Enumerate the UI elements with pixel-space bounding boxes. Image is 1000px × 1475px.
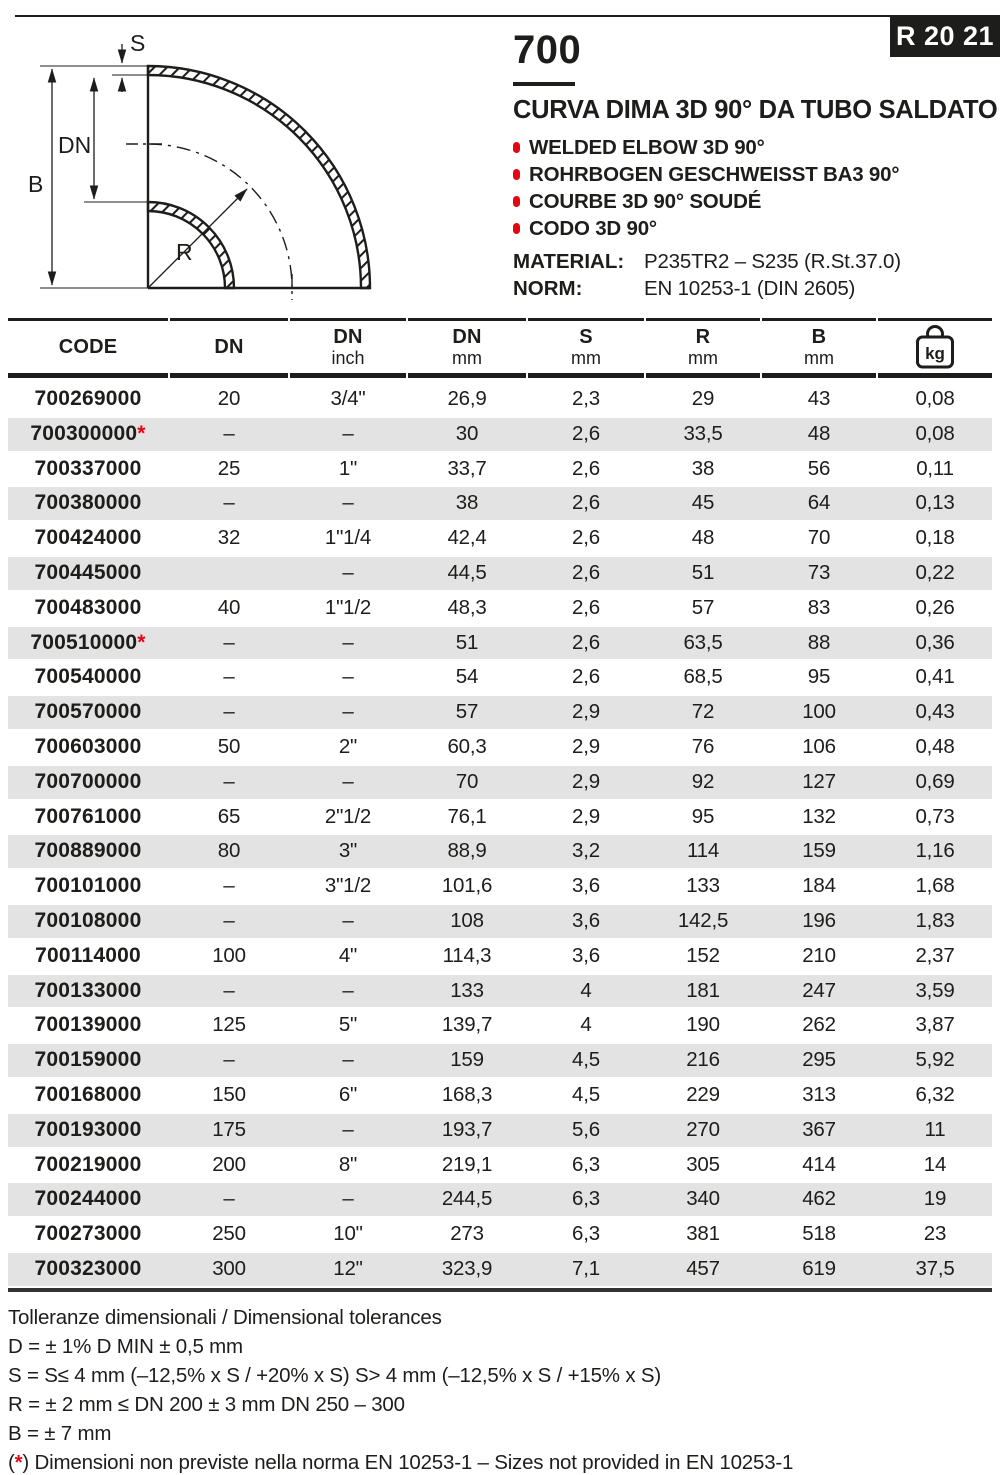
table-header bbox=[8, 318, 992, 378]
cell-s: 2,6 bbox=[572, 456, 600, 480]
cell-b: 106 bbox=[802, 734, 836, 758]
tolerance-s: S = S≤ 4 mm (–12,5% x S / +20% x S) S> 4 mm (–12,5% x S / +15% x S) bbox=[8, 1364, 661, 1387]
not-in-norm-asterisk: * bbox=[137, 630, 146, 654]
table-row bbox=[8, 1183, 992, 1216]
cell-code: 700101000 bbox=[34, 874, 142, 898]
cell-code: 700168000 bbox=[34, 1082, 142, 1106]
cell-dn_mm: 57 bbox=[455, 700, 479, 724]
table-row bbox=[8, 835, 992, 868]
cell-s: 2,9 bbox=[572, 700, 600, 724]
table-row bbox=[8, 940, 992, 973]
table-row bbox=[8, 487, 992, 520]
cell-dn: 25 bbox=[217, 456, 241, 480]
cell-r: 457 bbox=[686, 1256, 720, 1280]
cell-dn_mm: 70 bbox=[455, 769, 479, 793]
cell-kg: 0,22 bbox=[915, 560, 955, 584]
cell-s: 3,2 bbox=[572, 839, 600, 863]
cell-kg: 1,16 bbox=[915, 839, 955, 863]
product-code: 700 bbox=[513, 28, 582, 72]
cell-b: 518 bbox=[802, 1222, 836, 1246]
cell-s: 3,6 bbox=[572, 874, 600, 898]
cell-dn_mm: 159 bbox=[450, 1048, 484, 1072]
cell-b: 88 bbox=[807, 630, 831, 654]
cell-r: 92 bbox=[691, 769, 715, 793]
cell-kg: 23 bbox=[923, 1222, 947, 1246]
cell-code: 700133000 bbox=[34, 978, 142, 1002]
cell-r: 63,5 bbox=[683, 630, 723, 654]
cell-s: 2,6 bbox=[572, 526, 600, 550]
cell-dn_mm: 33,7 bbox=[447, 456, 487, 480]
cell-s: 4 bbox=[580, 1013, 592, 1037]
red-bullet-icon bbox=[513, 169, 520, 180]
cell-b: 295 bbox=[802, 1048, 836, 1072]
cell-r: 114 bbox=[686, 839, 720, 863]
cell-kg: 11 bbox=[924, 1117, 946, 1141]
cell-dn: – bbox=[223, 491, 235, 515]
translation-es: CODO 3D 90° bbox=[529, 216, 657, 240]
table-row bbox=[8, 1114, 992, 1147]
column-header-b-mm: B mm bbox=[762, 318, 876, 378]
cell-dn: 32 bbox=[217, 526, 241, 550]
cell-kg: 2,37 bbox=[915, 943, 955, 967]
cell-kg: 0,48 bbox=[915, 734, 955, 758]
cell-dn bbox=[170, 557, 288, 590]
cell-b: 70 bbox=[807, 526, 831, 550]
cell-code: 700300000* bbox=[30, 421, 146, 445]
cell-inch: 5" bbox=[338, 1013, 358, 1037]
cell-dn_mm: 60,3 bbox=[447, 734, 487, 758]
table-row bbox=[8, 975, 992, 1008]
cell-code: 700424000 bbox=[34, 526, 142, 550]
cell-dn: – bbox=[223, 769, 235, 793]
cell-r: 142,5 bbox=[677, 908, 729, 932]
cell-inch: 1" bbox=[338, 456, 358, 480]
cell-kg: 0,43 bbox=[915, 700, 955, 724]
cell-r: 381 bbox=[686, 1222, 720, 1246]
cell-dn: 150 bbox=[212, 1082, 246, 1106]
cell-dn: – bbox=[223, 421, 235, 445]
table-row bbox=[8, 731, 992, 764]
dimension-label-dn: DN bbox=[58, 132, 92, 158]
cell-dn: – bbox=[223, 874, 235, 898]
cell-dn_mm: 101,6 bbox=[441, 874, 493, 898]
cell-b: 367 bbox=[802, 1117, 836, 1141]
cell-s: 2,9 bbox=[572, 804, 600, 828]
cell-code: 700700000 bbox=[34, 769, 142, 793]
cell-dn: 50 bbox=[217, 734, 241, 758]
list-item bbox=[513, 215, 1000, 242]
cell-r: 133 bbox=[686, 874, 720, 898]
cell-dn: – bbox=[223, 978, 235, 1002]
table-row bbox=[8, 1149, 992, 1182]
cell-code: 700603000 bbox=[34, 734, 142, 758]
column-header-dn: DN bbox=[170, 318, 288, 378]
list-item bbox=[513, 161, 1000, 188]
product-code-underline bbox=[513, 82, 575, 86]
cell-r: 48 bbox=[691, 526, 715, 550]
material-label: MATERIAL: bbox=[513, 249, 625, 273]
cell-dn_mm: 44,5 bbox=[447, 560, 487, 584]
cell-dn: 250 bbox=[212, 1222, 246, 1246]
cell-kg: 0,69 bbox=[915, 769, 955, 793]
cell-code: 700323000 bbox=[34, 1256, 142, 1280]
cell-kg: 0,36 bbox=[915, 630, 955, 654]
cell-r: 33,5 bbox=[683, 421, 723, 445]
cell-inch: – bbox=[342, 908, 354, 932]
cell-dn_mm: 51 bbox=[455, 630, 479, 654]
cell-s: 3,6 bbox=[572, 943, 600, 967]
cell-dn_mm: 139,7 bbox=[441, 1013, 493, 1037]
red-bullet-icon bbox=[513, 142, 520, 153]
cell-inch: – bbox=[342, 665, 354, 689]
dimensions-table bbox=[8, 318, 992, 1292]
cell-kg: 1,68 bbox=[915, 874, 955, 898]
tolerances-title: Tolleranze dimensionali / Dimensional tolerances bbox=[8, 1306, 442, 1329]
svg-text:kg: kg bbox=[925, 344, 945, 363]
cell-dn: 125 bbox=[212, 1013, 246, 1037]
cell-inch: 1"1/2 bbox=[324, 595, 372, 619]
cell-dn: 200 bbox=[212, 1152, 246, 1176]
cell-inch: – bbox=[342, 1117, 354, 1141]
cell-inch: 4" bbox=[338, 943, 358, 967]
cell-code: 700114000 bbox=[35, 943, 141, 967]
translation-fr: COURBE 3D 90° SOUDÉ bbox=[529, 189, 762, 213]
cell-r: 340 bbox=[686, 1187, 720, 1211]
cell-dn_mm: 42,4 bbox=[447, 526, 487, 550]
elbow-technical-drawing bbox=[16, 26, 466, 310]
cell-dn: – bbox=[223, 908, 235, 932]
table-body bbox=[8, 383, 992, 1286]
cell-s: 6,3 bbox=[572, 1187, 600, 1211]
footnote: (*) Dimensioni non previste nella norma EN 10253-1 – Sizes not provided in EN 10253-1 bbox=[8, 1451, 794, 1474]
cell-r: 229 bbox=[686, 1082, 720, 1106]
cell-code: 700570000 bbox=[34, 700, 142, 724]
cell-inch: – bbox=[342, 560, 354, 584]
table-row bbox=[8, 1218, 992, 1251]
cell-code: 700269000 bbox=[34, 387, 142, 410]
cell-kg: 0,73 bbox=[915, 804, 955, 828]
tolerances-block bbox=[8, 1303, 992, 1475]
table-bottom-rule bbox=[8, 1288, 992, 1292]
top-rule bbox=[15, 15, 1000, 17]
cell-b: 64 bbox=[807, 491, 831, 515]
cell-s: 5,6 bbox=[572, 1117, 600, 1141]
product-title: CURVA DIMA 3D 90° DA TUBO SALDATO bbox=[513, 96, 998, 124]
cell-r: 305 bbox=[686, 1152, 720, 1176]
table-row bbox=[8, 418, 992, 451]
cell-code: 700445000 bbox=[34, 560, 142, 584]
tolerance-b: B = ± 7 mm bbox=[8, 1422, 112, 1445]
cell-inch: 6" bbox=[338, 1082, 358, 1106]
not-in-norm-asterisk: * bbox=[137, 421, 146, 445]
cell-dn: – bbox=[223, 665, 235, 689]
table-row bbox=[8, 905, 992, 938]
revision-badge: R 20 21 bbox=[890, 16, 1000, 57]
cell-inch: – bbox=[342, 491, 354, 515]
cell-b: 414 bbox=[802, 1152, 836, 1176]
cell-dn_mm: 323,9 bbox=[441, 1256, 493, 1280]
cell-inch: 2"1/2 bbox=[324, 804, 372, 828]
cell-dn: 20 bbox=[217, 387, 241, 410]
cell-inch: 3/4" bbox=[330, 387, 366, 410]
cell-inch: – bbox=[342, 421, 354, 445]
table-row bbox=[8, 661, 992, 694]
cell-r: 216 bbox=[686, 1048, 720, 1072]
cell-s: 2,6 bbox=[572, 560, 600, 584]
cell-b: 132 bbox=[802, 804, 836, 828]
cell-dn_mm: 88,9 bbox=[447, 839, 487, 863]
cell-dn: – bbox=[223, 1187, 235, 1211]
cell-dn_mm: 133 bbox=[450, 978, 484, 1002]
cell-kg: 0,08 bbox=[915, 421, 955, 445]
cell-dn: 175 bbox=[212, 1117, 246, 1141]
column-header-dn-inch: DN inch bbox=[290, 318, 406, 378]
cell-kg: 6,32 bbox=[915, 1082, 955, 1106]
cell-dn_mm: 244,5 bbox=[441, 1187, 493, 1211]
column-header-r-mm: R mm bbox=[646, 318, 760, 378]
material-row bbox=[513, 248, 1000, 275]
cell-kg: 1,83 bbox=[915, 908, 955, 932]
cell-b: 56 bbox=[807, 456, 831, 480]
cell-kg: 0,26 bbox=[915, 595, 955, 619]
cell-code: 700273000 bbox=[34, 1222, 142, 1246]
cell-b: 313 bbox=[802, 1082, 836, 1106]
cell-b: 73 bbox=[807, 560, 831, 584]
table-row bbox=[8, 766, 992, 799]
table-row bbox=[8, 1079, 992, 1112]
column-header-s-mm: S mm bbox=[528, 318, 644, 378]
cell-kg: 37,5 bbox=[915, 1256, 955, 1280]
cell-r: 76 bbox=[691, 734, 715, 758]
cell-code: 700540000 bbox=[34, 665, 142, 689]
cell-b: 100 bbox=[802, 700, 836, 724]
cell-inch: 12" bbox=[333, 1256, 363, 1280]
cell-s: 2,6 bbox=[572, 421, 600, 445]
list-item bbox=[513, 188, 1000, 215]
cell-b: 619 bbox=[802, 1256, 836, 1280]
cell-dn_mm: 193,7 bbox=[441, 1117, 493, 1141]
cell-inch: 1"1/4 bbox=[324, 526, 372, 550]
cell-code: 700761000 bbox=[34, 804, 142, 828]
dimension-label-r: R bbox=[176, 239, 193, 265]
cell-kg: 0,08 bbox=[915, 387, 955, 410]
cell-inch: – bbox=[342, 1048, 354, 1072]
cell-dn_mm: 168,3 bbox=[441, 1082, 493, 1106]
cell-b: 210 bbox=[802, 943, 836, 967]
cell-code: 700159000 bbox=[34, 1048, 142, 1072]
cell-b: 83 bbox=[807, 595, 831, 619]
cell-dn_mm: 48,3 bbox=[447, 595, 487, 619]
dimension-label-b: B bbox=[28, 171, 44, 197]
cell-code: 700483000 bbox=[34, 595, 142, 619]
cell-kg: 5,92 bbox=[915, 1048, 955, 1072]
header-block bbox=[513, 30, 1000, 302]
cell-dn_mm: 38 bbox=[455, 491, 479, 515]
cell-r: 72 bbox=[691, 700, 715, 724]
cell-b: 95 bbox=[807, 665, 831, 689]
cell-kg: 0,41 bbox=[915, 665, 955, 689]
cell-dn_mm: 114,3 bbox=[442, 943, 492, 967]
table-row bbox=[8, 383, 992, 416]
table-row bbox=[8, 1253, 992, 1286]
cell-kg: 0,11 bbox=[916, 456, 954, 480]
cell-code: 700193000 bbox=[34, 1117, 142, 1141]
cell-r: 190 bbox=[686, 1013, 720, 1037]
cell-b: 43 bbox=[807, 387, 831, 410]
cell-kg: 0,18 bbox=[915, 526, 955, 550]
tolerance-r: R = ± 2 mm ≤ DN 200 ± 3 mm DN 250 – 300 bbox=[8, 1393, 405, 1416]
norm-label: NORM: bbox=[513, 276, 583, 300]
cell-b: 48 bbox=[807, 421, 831, 445]
table-row bbox=[8, 870, 992, 903]
cell-inch: 8" bbox=[338, 1152, 358, 1176]
cell-dn: 100 bbox=[212, 943, 246, 967]
cell-dn: – bbox=[223, 630, 235, 654]
translation-en: WELDED ELBOW 3D 90° bbox=[529, 135, 765, 159]
cell-code: 700139000 bbox=[34, 1013, 142, 1037]
cell-dn: 65 bbox=[217, 804, 241, 828]
cell-dn_mm: 26,9 bbox=[447, 387, 487, 410]
cell-inch: – bbox=[342, 978, 354, 1002]
cell-r: 68,5 bbox=[683, 665, 723, 689]
cell-s: 2,6 bbox=[572, 630, 600, 654]
cell-dn_mm: 30 bbox=[455, 421, 479, 445]
cell-s: 2,6 bbox=[572, 665, 600, 689]
cell-r: 45 bbox=[691, 491, 715, 515]
red-bullet-icon bbox=[513, 196, 520, 207]
cell-dn_mm: 76,1 bbox=[447, 804, 487, 828]
cell-code: 700510000* bbox=[30, 630, 146, 654]
translations-list bbox=[513, 134, 1000, 242]
cell-s: 6,3 bbox=[572, 1222, 600, 1246]
cell-b: 262 bbox=[802, 1013, 836, 1037]
cell-dn_mm: 273 bbox=[450, 1222, 484, 1246]
cell-r: 51 bbox=[691, 560, 715, 584]
list-item bbox=[513, 134, 1000, 161]
norm-value: EN 10253-1 (DIN 2605) bbox=[644, 276, 856, 300]
cell-r: 38 bbox=[691, 456, 715, 480]
cell-dn: 300 bbox=[212, 1256, 246, 1280]
column-header-weight bbox=[878, 318, 992, 378]
cell-b: 127 bbox=[802, 769, 836, 793]
column-header-dn-mm: DN mm bbox=[408, 318, 526, 378]
cell-kg: 14 bbox=[923, 1152, 947, 1176]
cell-s: 2,9 bbox=[572, 734, 600, 758]
cell-inch: – bbox=[342, 630, 354, 654]
cell-kg: 3,87 bbox=[915, 1013, 955, 1037]
cell-dn: – bbox=[223, 700, 235, 724]
cell-inch: 10" bbox=[333, 1222, 363, 1246]
cell-inch: 3"1/2 bbox=[324, 874, 372, 898]
cell-inch: – bbox=[342, 769, 354, 793]
cell-b: 159 bbox=[802, 839, 836, 863]
red-bullet-icon bbox=[513, 223, 520, 234]
cell-code: 700380000 bbox=[34, 491, 142, 515]
cell-s: 2,6 bbox=[572, 595, 600, 619]
cell-s: 7,1 bbox=[572, 1256, 600, 1280]
cell-dn: – bbox=[223, 1048, 235, 1072]
cell-dn: 40 bbox=[217, 595, 241, 619]
table-row bbox=[8, 627, 992, 660]
cell-dn_mm: 54 bbox=[455, 665, 479, 689]
cell-r: 29 bbox=[691, 387, 715, 410]
cell-dn: 80 bbox=[217, 839, 241, 863]
cell-dn_mm: 108 bbox=[450, 908, 484, 932]
not-in-norm-asterisk: * bbox=[14, 1451, 23, 1474]
cell-inch: 2" bbox=[338, 734, 358, 758]
cell-dn_mm: 219,1 bbox=[441, 1152, 493, 1176]
table-row bbox=[8, 592, 992, 625]
cell-r: 95 bbox=[691, 804, 715, 828]
cell-kg: 3,59 bbox=[915, 978, 955, 1002]
material-value: P235TR2 – S235 (R.St.37.0) bbox=[644, 249, 901, 273]
cell-s: 2,3 bbox=[572, 387, 600, 410]
weight-kg-icon bbox=[914, 324, 956, 370]
dimension-label-s: S bbox=[130, 30, 146, 56]
cell-kg: 0,13 bbox=[915, 491, 955, 515]
cell-r: 57 bbox=[691, 595, 715, 619]
cell-b: 184 bbox=[802, 874, 836, 898]
table-row bbox=[8, 696, 992, 729]
column-header-code: CODE bbox=[8, 318, 168, 378]
cell-r: 152 bbox=[686, 943, 720, 967]
cell-b: 462 bbox=[802, 1187, 836, 1211]
cell-inch: – bbox=[342, 700, 354, 724]
table-row bbox=[8, 801, 992, 834]
cell-b: 247 bbox=[802, 978, 836, 1002]
cell-inch: 3" bbox=[338, 839, 358, 863]
tolerance-d: D = ± 1% D MIN ± 0,5 mm bbox=[8, 1335, 243, 1358]
cell-kg: 19 bbox=[923, 1187, 947, 1211]
table-row bbox=[8, 522, 992, 555]
specs-block bbox=[513, 248, 1000, 302]
cell-inch: – bbox=[342, 1187, 354, 1211]
cell-code: 700889000 bbox=[34, 839, 142, 863]
cell-code: 700337000 bbox=[34, 456, 142, 480]
norm-row bbox=[513, 275, 1000, 302]
table-row bbox=[8, 1009, 992, 1042]
cell-s: 6,3 bbox=[572, 1152, 600, 1176]
table-row bbox=[8, 453, 992, 486]
cell-s: 4 bbox=[580, 978, 592, 1002]
cell-s: 2,6 bbox=[572, 491, 600, 515]
cell-s: 4,5 bbox=[572, 1048, 600, 1072]
cell-b: 196 bbox=[802, 908, 836, 932]
cell-r: 181 bbox=[686, 978, 720, 1002]
cell-code: 700244000 bbox=[34, 1187, 142, 1211]
cell-s: 2,9 bbox=[572, 769, 600, 793]
translation-de: ROHRBOGEN GESCHWEISST BA3 90° bbox=[529, 162, 900, 186]
cell-r: 270 bbox=[686, 1117, 720, 1141]
table-row bbox=[8, 1044, 992, 1077]
cell-s: 4,5 bbox=[572, 1082, 600, 1106]
cell-code: 700219000 bbox=[34, 1152, 142, 1176]
cell-code: 700108000 bbox=[34, 908, 142, 932]
table-row bbox=[8, 557, 992, 590]
cell-s: 3,6 bbox=[572, 908, 600, 932]
